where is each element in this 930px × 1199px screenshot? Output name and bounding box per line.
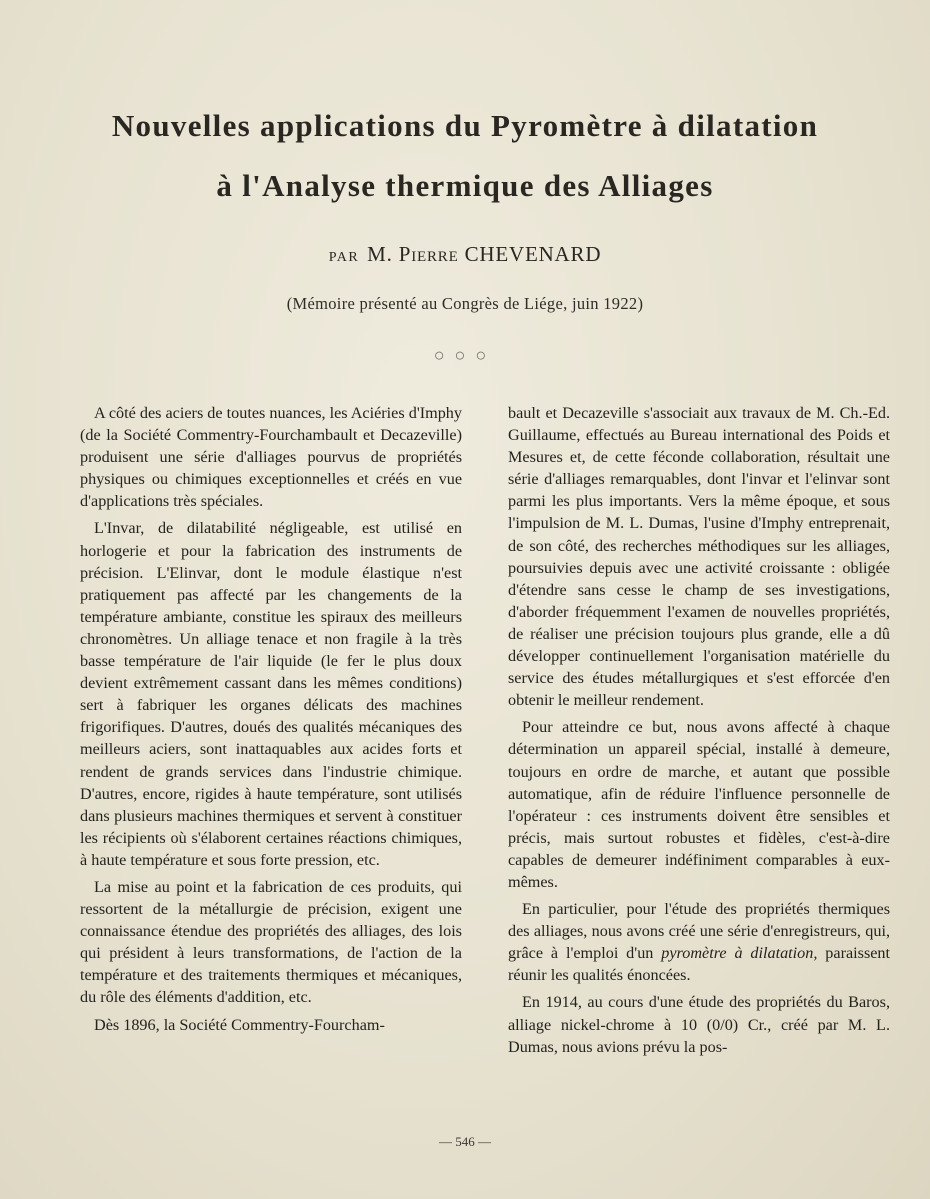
paragraph-text: paraissent réunir les qualités énoncées. bbox=[508, 944, 891, 985]
paragraph bbox=[508, 898, 890, 986]
paragraph: L'Invar, de dilatabilité négligeable, est utilisé en horlogerie et pour la fabrication des instruments de précision. L'Elinvar, dont le module élastique n'est pratiquement pas affecté par les changements de la température ambiante, constitue les spiraux des meilleurs chronomètres. Un alliage tenace et non fragile à la très basse température de l'air liquide (le fer le plus doux devient extrêmement cassant dans les mêmes conditions) sert à fabriquer les organes délicats des machines frigorifiques. D'autres, doués des qualités mécaniques des meilleurs aciers, sont inattaquables aux acides forts et rendent de grands services dans l'industrie chimique. D'autres, encore, rigides à haute température, sont utilisés dans plusieurs machines thermiques et servent à constituer les récipients où s'élaborent certaines réactions chimiques, à haute température et sous forte pression, etc. bbox=[80, 519, 462, 869]
paragraph: Pour atteindre ce but, nous avons affecté à chaque détermination un appareil spécial, installé à demeure, toujours en ordre de marche, et autant que possible automatique, afin de réduire l'influence personnelle de l'opérateur : ces instruments doivent être sensibles et précis, mais surtout robustes et fidèles, c'est-à-dire capables de demeurer indéfiniment comparables à eux-mêmes. bbox=[508, 718, 890, 891]
author-name: M. Pierre CHEVENARD bbox=[367, 242, 602, 266]
paragraph: La mise au point et la fabrication de ces produits, qui ressortent de la métallurgie de précision, exigent une connaissance étendue des propriétés des alliages, des lois qui président à leurs transformations, de l'action de la température et des traitements thermiques et mécaniques, du rôle des éléments d'addition, etc. bbox=[80, 877, 462, 1007]
paragraph-text: En particulier, pour l'étude des propriétés thermiques des alliages, nous avons créé une série d'enregistreurs, qui, grâce à l'emploi d'un bbox=[508, 900, 890, 963]
ornament-circles: ○○○ bbox=[433, 345, 497, 365]
paragraph: En 1914, au cours d'une étude des propriétés du Baros, alliage nickel-chrome à 10 (0/0) Cr., créé par M. L. Dumas, nous avions prévu la pos- bbox=[508, 993, 890, 1056]
author-byline bbox=[60, 242, 870, 267]
paragraph: A côté des aciers de toutes nuances, les Aciéries d'Imphy (de la Société Commentry-Fourchambault et Decazeville) produisent une série d'alliages pourvus de propriétés physiques ou chimiques exceptionnelles et créés en vue d'applications très spéciales. bbox=[80, 404, 462, 511]
left-column bbox=[80, 402, 462, 1036]
article-title-line-2: à l'Analyse thermique des Alliages bbox=[216, 168, 714, 203]
memoire-note: (Mémoire présenté au Congrès de Liége, juin 1922) bbox=[286, 294, 644, 313]
paragraph: bault et Decazeville s'associait aux travaux de M. Ch.-Ed. Guillaume, effectués au Bureau international des Poids et Mesures et, de cette féconde collaboration, résultait une série d'alliages remarquables, dont l'invar et l'elinvar sont parmi les plus importants. Vers la même époque, et sous l'impulsion de M. L. Dumas, l'usine d'Imphy entreprenait, de son côté, des recherches méthodiques sur les alliages, poursuivies depuis avec une activité croissante : obligée d'étendre sans cesse le champ de ses investigations, d'aborder fréquemment l'examen de nouvelles propriétés, de réaliser une précision toujours plus grande, elle a dû développer continuellement l'organisation matérielle du service des études métallurgiques et s'est efforcée d'en obtenir le meilleur rendement. bbox=[508, 404, 890, 710]
right-column bbox=[508, 402, 890, 1058]
paragraph: Dès 1896, la Société Commentry-Fourcham- bbox=[94, 1015, 385, 1034]
article-title-line-1: Nouvelles applications du Pyromètre à dilatation bbox=[111, 108, 819, 143]
byline-par: PAR bbox=[328, 250, 360, 265]
page-number: — 546 — bbox=[439, 1134, 491, 1149]
emphasis-pyrometre: pyromètre à dilatation, bbox=[661, 944, 818, 963]
